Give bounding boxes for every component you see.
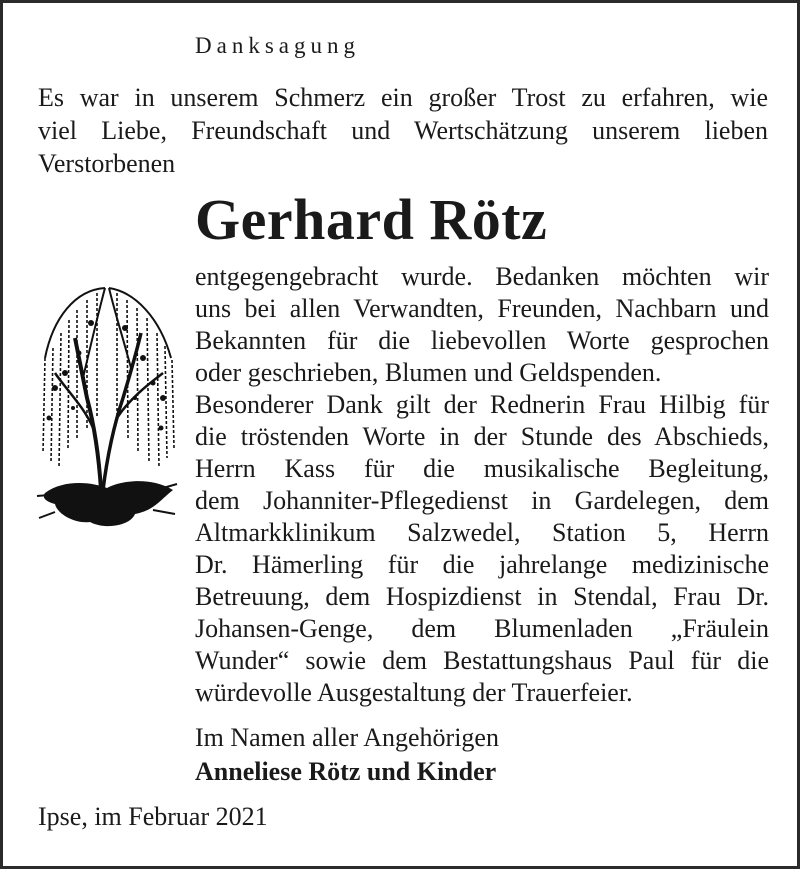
body-line: Besonderer Dank gilt der Rednerin Frau Hilbig für <box>195 390 769 419</box>
intro-line: viel Liebe, Freundschaft und Wertschätzung unserem lieben <box>38 116 768 145</box>
body-line: Altmarkklinikum Salzwedel, Station 5, Herrn <box>195 518 769 547</box>
deceased-name: Gerhard Rötz <box>195 187 548 252</box>
notice-heading: Danksagung <box>195 33 360 58</box>
body-line: die tröstenden Worte in der Stunde des Abschieds, <box>195 422 769 451</box>
intro-line: Es war in unserem Schmerz ein großer Trost zu erfahren, wie <box>38 83 768 112</box>
intro-line: Verstorbenen <box>38 149 176 178</box>
body-line: oder geschrieben, Blumen und Geldspenden. <box>195 358 662 387</box>
body-line: entgegengebracht wurde. Bedanken möchten wir <box>195 262 769 291</box>
body-line: Herrn Kass für die musikalische Begleitung, <box>195 454 769 483</box>
body-line: dem Johanniter-Pflegedienst in Gardelegen, dem <box>195 486 769 515</box>
body-line: Wunder“ sowie dem Bestattungshaus Paul für die <box>195 646 769 675</box>
place-date: Ipse, im Februar 2021 <box>38 802 268 831</box>
weeping-willow-icon <box>35 278 180 538</box>
intro-paragraph <box>38 81 768 180</box>
body-line: Bekannten für die liebevollen Worte gesprochen <box>195 326 769 355</box>
signature-intro: Im Namen aller Angehörigen <box>195 723 499 752</box>
body-line: uns bei allen Verwandten, Freunden, Nachbarn und <box>195 294 769 323</box>
body-paragraph <box>195 261 769 709</box>
body-line: würdevolle Ausgestaltung der Trauerfeier. <box>195 678 633 707</box>
body-line: Dr. Hämerling für die jahrelange medizinische <box>195 550 769 579</box>
body-line: Betreuung, dem Hospizdienst in Stendal, Frau Dr. <box>195 582 769 611</box>
signature-names: Anneliese Rötz und Kinder <box>195 757 497 786</box>
body-line: Johansen-Genge, dem Blumenladen „Fräulein <box>195 614 769 643</box>
